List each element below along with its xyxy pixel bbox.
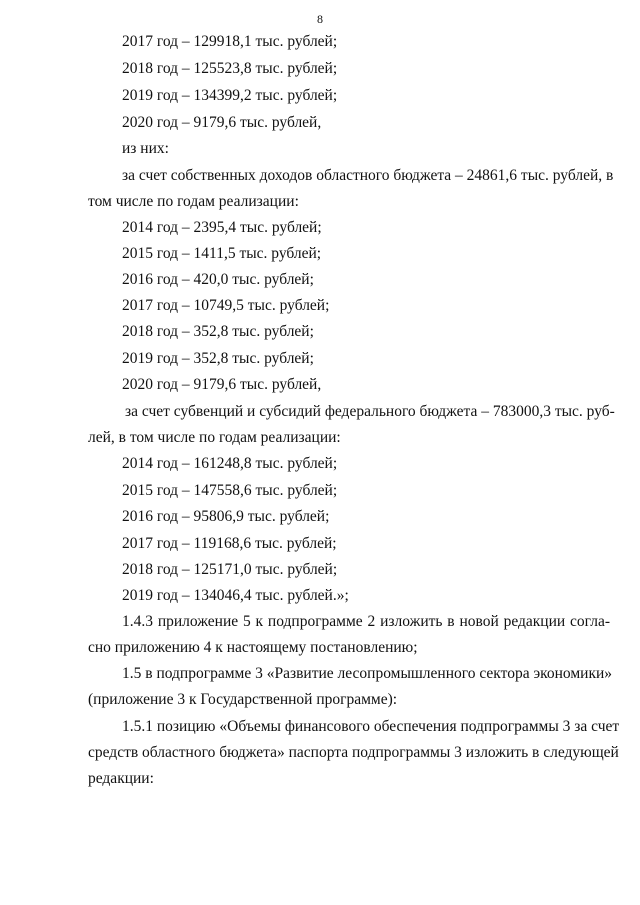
text-line: 2014 год – 2395,4 тыс. рублей; — [122, 219, 322, 236]
text-line: из них: — [122, 140, 169, 157]
text-line: 2016 год – 95806,9 тыс. рублей; — [122, 508, 330, 525]
text-line: 1.5 в подпрограмме 3 «Развитие лесопромышленного сектора экономики» — [122, 665, 613, 682]
text-line: 1.5.1 позицию «Объемы финансового обеспечения подпрограммы 3 за счет — [122, 718, 620, 735]
text-line: 2015 год – 1411,5 тыс. рублей; — [122, 245, 322, 262]
text-line: лей, в том числе по годам реализации: — [88, 429, 341, 446]
text-line: 2019 год – 134399,2 тыс. рублей; — [122, 87, 338, 104]
text-line: средств областного бюджета» паспорта подпрограммы 3 изложить в следующей — [88, 744, 619, 761]
text-line: 2019 год – 352,8 тыс. рублей; — [122, 350, 314, 367]
text-line: 2020 год – 9179,6 тыс. рублей, — [122, 114, 322, 131]
text-line: 2017 год – 10749,5 тыс. рублей; — [122, 297, 330, 314]
text-line: 2019 год – 134046,4 тыс. рублей.»; — [122, 587, 349, 604]
text-line: 2014 год – 161248,8 тыс. рублей; — [122, 455, 338, 472]
text-line: 2018 год – 352,8 тыс. рублей; — [122, 323, 314, 340]
text-line: 1.4.3 приложение 5 к подпрограмме 2 изложить в новой редакции согла- — [122, 613, 610, 630]
text-line: сно приложению 4 к настоящему постановлению; — [88, 639, 418, 656]
text-line: (приложение 3 к Государственной программе): — [88, 691, 398, 708]
text-line: за счет субвенций и субсидий федерального бюджета – 783000,3 тыс. руб- — [125, 403, 615, 420]
text-line: редакции: — [88, 770, 154, 787]
text-line: 2017 год – 129918,1 тыс. рублей; — [122, 33, 338, 50]
text-line: 2020 год – 9179,6 тыс. рублей, — [122, 376, 322, 393]
text-line: за счет собственных доходов областного бюджета – 24861,6 тыс. рублей, в — [122, 167, 614, 184]
text-line: 2016 год – 420,0 тыс. рублей; — [122, 271, 314, 288]
text-line: 2015 год – 147558,6 тыс. рублей; — [122, 482, 338, 499]
page-number: 8 — [317, 12, 323, 26]
text-line: том числе по годам реализации: — [88, 193, 299, 210]
text-line: 2018 год – 125171,0 тыс. рублей; — [122, 561, 338, 578]
text-line: 2017 год – 119168,6 тыс. рублей; — [122, 535, 337, 552]
text-line: 2018 год – 125523,8 тыс. рублей; — [122, 60, 338, 77]
